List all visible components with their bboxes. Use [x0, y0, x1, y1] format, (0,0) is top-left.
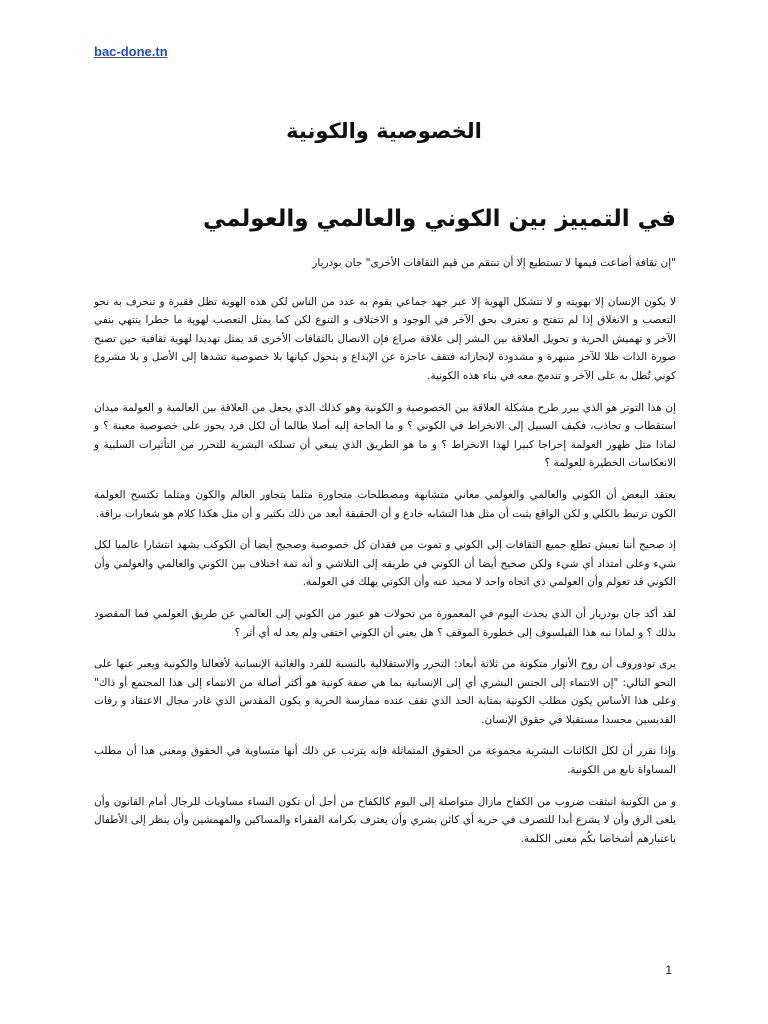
paragraph-1: لا يكون الإنسان إلا بهويته و لا تتشكل الهوية إلا عبر جهد جماعي يقوم به عدد من الناس لكن هذه الهوية تظل فقيرة و تنحرف به نحو التعصب و الانغلاق إذا لم تتفتح و تعترف بحق الآخر في الوجود و الاختلاف و التنوع لكن كما يمثل التعصب لهوية ما خطرا ينتهي بنفي الآخر و تهميش الحرية و تحويل العلاقة بين البشر إلى علاقة صراع فإن الانصال بالثقافات الأخرى قد يمثل تهديدا لهوية ثقافية حين تصبح صورة الذات ظلا للآخر منبهرة و مشدودة لإنجازاته فتقف عاجزة عن الإبداع و يتحول كيانها بلا خصوصية تشدها إلى الأصل و بلا مشروع كوني تُطل به على الآخر و تندمج معه في بناء هذه الكونية.	[94, 295, 676, 382]
paragraph-2: إن هذا التوتر هو الذي يبرر طرح مشكلة العلاقة بين الخصوصية و الكونية وهو كذلك الذي يجعل من العلاقة بين العالمية و العولمة ميدان استقطاب و تجاذب، فكيف السبيل إلى الانخراط في الكوني ؟ و ما الحاجة إليه أصلا طالما أن لكل فرد يحوز على خصوصية معينة ؟ و لماذا مثل ظهور العولمة إحراجا كبيرا لهذا الانخراط ؟ و ما هو الطريق الذي ينبغي أن تسلكه البشرية للتحرر من التأثيرات السلبية و الانعكاسات الخطيرة للعولمة ؟	[94, 401, 676, 470]
section-title: في التمييز بين الكوني والعالمي والعولمي	[202, 206, 676, 232]
article-body	[94, 254, 676, 861]
paragraph-5: لقد أكد جان بودريار أن الذي يحدث اليوم في المعمورة من تحولات هو عبور من الكوني إلى العالمي عن طريق العولمي فما المقصود بذلك ؟ و لماذا نبه هذا الفيلسوف إلى خطورة الموقف ؟ هل يعني أن الكوني اختفى ولم يعد له أي أثر ؟	[94, 607, 676, 639]
epigraph-quote: "إن ثقافة أضاعت فيمها لا تستطيع إلا أن تنتقم من قيم الثقافات الأخرى" جان بودريار	[312, 257, 676, 269]
site-link[interactable]: bac-done.tn	[94, 44, 168, 59]
paragraph-3: يعتقد البعض أن الكوني والعالمي والعولمي معاني متشابهة ومصطلحات متجاورة مثلما يتجاور العالم والكون ومثلما تكتسح العولمة الكون ترتبط بالكلي و لكن الواقع يثبت أن مثل هذا التشابه خادع و أن الحقيقة أبعد من ذلك بكثير و أن مثل هكذا كلام هو شعارات براقة.	[94, 488, 676, 520]
paragraph-8: و من الكونية انبثقت ضروب من الكفاح مازال متواصلة إلى اليوم كالكفاح من أجل أن تكون النساء مساويات للرجال أمام القانون وأن يلغى الرق وأن لا يشرع أبدا للتصرف في حرية أي كائن بشري وأن يعترف بكرامة الفقراء والمساكين والمهمشين وأن ينظر إلى الأطفال باعتبارهم أشخاصا بكُم معنى الكلمة.	[94, 795, 676, 845]
page-number: 1	[665, 963, 672, 977]
paragraph-4: إذ صحيح أننا نعيش تطلع جميع الثقافات إلى الكوني و تموت من فقدان كل خصوصية وصحيح أيضا أن الكوكب يشهد انتشارا عالميا لكل شيء وعلى امتداد أي شيء ولكن صحيح أيضا أن الكوني في طريقه إلى التلاشي و أنه ثمة اختلاف بين الكوني والعالمي والعولمي وأن الكوني قد تعولم وأن العولمي ذي اتجاه واحد لا محيد عنه وأن الكوني يهلك في العولمة.	[94, 539, 676, 589]
paragraph-6: يرى تودوروف أن روح الأنوار متكونة من ثلاثة أبعاد: التحرر والاستقلالية بالنسبة للفرد والغائية الإنسانية لأفعالنا والكونية ويعبر عنها على النحو التالي: "إن الانتماء إلى الجنس البشري أي إلى الإنسانية بما هي صفة كونية هو أكثر أصالة من الانتماء إلى هذا المجتمع أو ذاك" وعلى هذا الأساس يكون مطلب الكونية بمثابة الحد الذي تقف عنده ممارسة الحرية و يكون المقدس الذي غادر مجال الاعتقاد و رفات القديسين مجسدا مستقبلا في حقوق الإنسان.	[94, 658, 676, 726]
document-title: الخصوصية والكونية	[286, 119, 482, 143]
paragraph-7: وإذا نقرر أن لكل الكائنات البشرية مجموعة من الحقوق المتماثلة فإنه يترتب عن ذلك أنها متساوية في الحقوق ومعنى هذا أن مطلب المساواة نابع من الكونية.	[94, 745, 676, 777]
